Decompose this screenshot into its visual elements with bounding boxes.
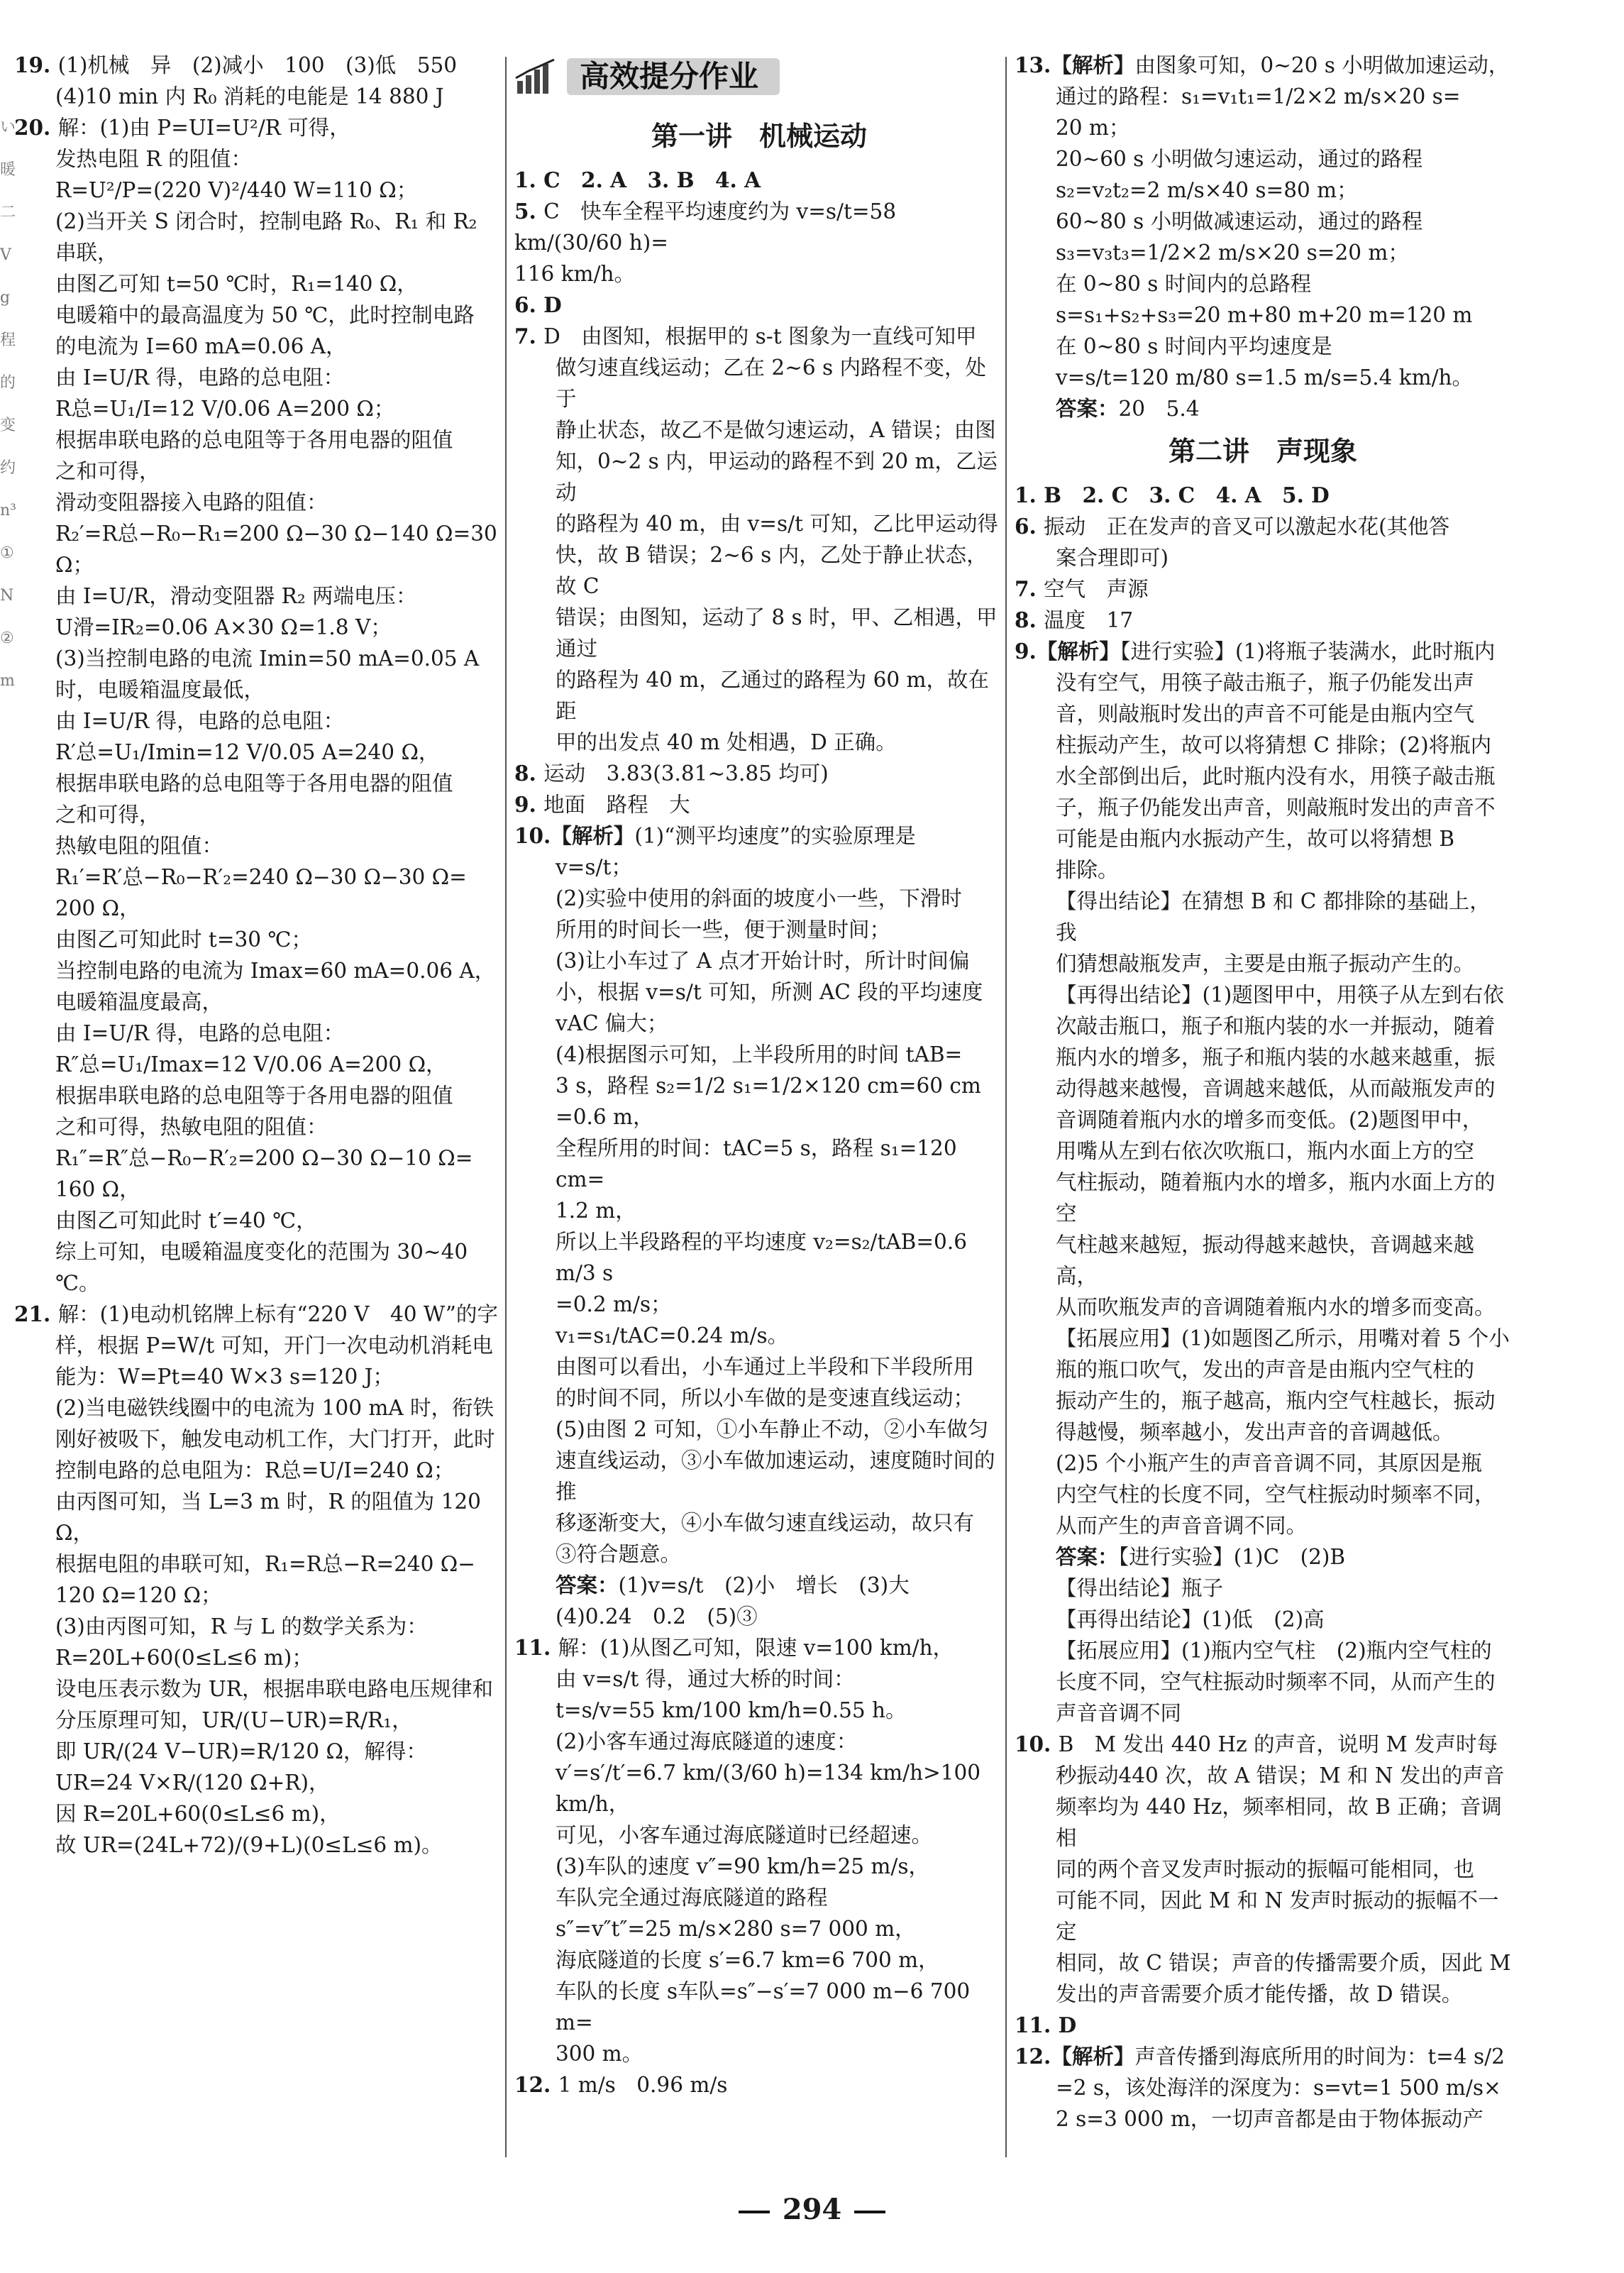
text-line: R″总=U₁/Imax=12 V/0.06 A=200 Ω， bbox=[55, 1052, 447, 1077]
text-line: 音调随着瓶内水的增多而变低。(2)题图甲中， bbox=[1056, 1108, 1484, 1132]
text-line: 的路程为 40 m，乙通过的路程为 60 m，故在距 bbox=[556, 668, 990, 723]
text-line: v=s/t=120 m/80 s=1.5 m/s=5.4 km/h。 bbox=[1056, 365, 1474, 390]
text-line: 300 m。 bbox=[556, 2042, 643, 2066]
edge-fragment: N bbox=[0, 587, 14, 605]
text-line: v=s/t； bbox=[556, 855, 632, 879]
text-line: 答案：【进行实验】(1)C (2)B bbox=[1056, 1544, 1346, 1569]
banner-title: 高效提分作业 bbox=[567, 58, 780, 95]
text-line: 车队完全通过海底隧道的路程 bbox=[556, 1886, 828, 1910]
text-line: 全程所用的时间：tAC=5 s，路程 s₁=120 cm= bbox=[556, 1136, 963, 1191]
edge-fragment: g bbox=[0, 289, 11, 307]
answer-column-3 bbox=[1015, 50, 1511, 2135]
lecture-title: 第二讲 声现象 bbox=[1168, 436, 1357, 467]
text-line: 瓶的瓶口吹气，发出的声音是由瓶内空气柱的 bbox=[1056, 1358, 1475, 1382]
text-line: 2 s=3 000 m，一切声音都是由于物体振动产 bbox=[1056, 2107, 1484, 2131]
text-line: (5)由图 2 可知，①小车静止不动，②小车做匀 bbox=[556, 1417, 989, 1441]
edge-fragment: ① bbox=[0, 544, 14, 562]
text-line: 滑动变阻器接入电路的阻值： bbox=[55, 490, 328, 514]
text-line: 的时间不同，所以小车做的是变速直线运动； bbox=[556, 1386, 975, 1410]
text-line: 1. C 2. A 3. B 4. A bbox=[514, 167, 761, 192]
text-line: 发热电阻 R 的阻值： bbox=[55, 147, 252, 171]
text-line: 10. B M 发出 440 Hz 的声音，说明 M 发声时每 bbox=[1015, 1732, 1498, 1756]
edge-fragment: m bbox=[0, 672, 15, 690]
text-line: 海底隧道的长度 s′=6.7 km=6 700 m， bbox=[556, 1948, 939, 1972]
text-line: 秒振动440 次，故 A 错误；M 和 N 发出的声音 bbox=[1056, 1763, 1505, 1788]
text-line: 20. 解：(1)由 P=UI=U²/R 可得， bbox=[14, 115, 350, 140]
text-line: 6. D bbox=[514, 292, 562, 317]
edge-fragment: ② bbox=[0, 629, 14, 647]
text-line: 11. D bbox=[1015, 2013, 1077, 2037]
text-line: 20 m； bbox=[1056, 116, 1130, 140]
text-line: 120 Ω=120 Ω； bbox=[55, 1583, 222, 1607]
text-line: 8. 运动 3.83(3.81~3.85 均可) bbox=[514, 761, 829, 786]
text-line: 7. D 由图知，根据甲的 s-t 图象为一直线可知甲 bbox=[514, 324, 977, 348]
edge-fragment: 变 bbox=[0, 417, 16, 434]
text-line: 移逐渐变大，④小车做匀速直线运动，故只有 bbox=[556, 1511, 975, 1535]
text-line: 刚好被吸下，触发电动机工作，大门打开，此时 bbox=[55, 1427, 495, 1451]
text-line: 热敏电阻的阻值： bbox=[55, 834, 223, 858]
text-line: 综上可知，电暖箱温度变化的范围为 30~40 ℃。 bbox=[55, 1240, 475, 1295]
text-line: 12. 1 m/s 0.96 m/s bbox=[514, 2072, 728, 2097]
text-line: 在 0~80 s 时间内平均速度是 bbox=[1056, 334, 1332, 358]
edge-fragment: 二 bbox=[0, 204, 16, 221]
text-line: 发出的声音需要介质才能传播，故 D 错误。 bbox=[1056, 1982, 1463, 2006]
text-line: =2 s，该处海洋的深度为：s=vt=1 500 m/s× bbox=[1056, 2076, 1501, 2100]
column-divider bbox=[1005, 57, 1007, 2157]
text-line: 的路程为 40 m，由 v=s/t 可知，乙比甲运动得 bbox=[556, 512, 998, 536]
text-line: (3)由丙图可知，R 与 L 的数学关系为： bbox=[55, 1614, 428, 1639]
text-line: 声音音调不同 bbox=[1056, 1701, 1182, 1725]
text-line: 由图可以看出，小车通过上半段和下半段所用 bbox=[556, 1355, 975, 1379]
text-line: 21. 解：(1)电动机铭牌上标有“220 V 40 W”的字 bbox=[14, 1301, 498, 1326]
text-line: 用嘴从左到右依次吹瓶口，瓶内水面上方的空 bbox=[1056, 1139, 1475, 1163]
text-line: 【再得出结论】(1)题图甲中，用筷子从左到右依 bbox=[1056, 983, 1504, 1007]
text-line: (2)实验中使用的斜面的坡度小一些，下滑时 bbox=[556, 886, 962, 910]
text-line: 错误；由图知，运动了 8 s 时，甲、乙相遇，甲通过 bbox=[556, 605, 998, 661]
text-line: 得越慢，频率越小，发出声音的音调越低。 bbox=[1056, 1420, 1454, 1444]
text-line: s₃=v₃t₃=1/2×2 m/s×20 s=20 m； bbox=[1056, 241, 1409, 265]
text-line: 1. B 2. C 3. C 4. A 5. D bbox=[1015, 483, 1330, 507]
text-line: 可能是由瓶内水振动产生，故可以将猜想 B bbox=[1056, 827, 1455, 851]
text-line: 水全部倒出后，此时瓶内没有水，用筷子敲击瓶 bbox=[1056, 764, 1496, 788]
text-line: 瓶内水的增多，瓶子和瓶内装的水越来越重，振 bbox=[1056, 1045, 1496, 1069]
text-line: 当控制电路的电流为 Imax=60 mA=0.06 A， bbox=[55, 959, 496, 983]
text-line: 小，根据 v=s/t 可知，所测 AC 段的平均速度 bbox=[556, 980, 983, 1004]
text-line: ③符合题意。 bbox=[556, 1542, 682, 1566]
edge-fragment: い bbox=[0, 119, 16, 136]
text-line: R₁′=R′总−R₀−R′₂=240 Ω−30 Ω−30 Ω= bbox=[55, 865, 467, 889]
text-line: 案合理即可) bbox=[1056, 546, 1169, 570]
text-line: 11. 解：(1)从图乙可知，限速 v=100 km/h， bbox=[514, 1635, 954, 1660]
text-line: 由图乙可知此时 t=30 ℃； bbox=[55, 928, 312, 952]
text-line: (4)10 min 内 R₀ 消耗的电能是 14 880 J bbox=[55, 84, 444, 109]
text-line: 甲的出发点 40 m 处相遇，D 正确。 bbox=[556, 730, 897, 754]
text-line: 20~60 s 小明做匀速运动，通过的路程 bbox=[1056, 147, 1423, 171]
edge-fragment: 暖 bbox=[0, 161, 16, 179]
text-line: 由 I=U/R 得，电路的总电阻： bbox=[55, 709, 345, 733]
answer-column-2 bbox=[514, 50, 1004, 2101]
text-line: 同的两个音叉发声时振动的振幅可能相同，也 bbox=[1056, 1857, 1475, 1881]
text-line: 分压原理可知，UR/(U−UR)=R/R₁， bbox=[55, 1708, 413, 1732]
text-line: 做匀速直线运动；乙在 2~6 s 内路程不变，处于 bbox=[556, 356, 987, 411]
text-line: 7. 空气 声源 bbox=[1015, 576, 1149, 601]
bar-chart-icon bbox=[514, 57, 557, 97]
text-line: 116 km/h。 bbox=[514, 262, 635, 286]
text-line: t=s/v=55 km/100 km/h=0.55 h。 bbox=[556, 1698, 907, 1722]
text-line: 根据串联电路的总电阻等于各用电器的阻值 bbox=[55, 771, 453, 796]
text-line: 音，则敲瓶时发出的声音不可能是由瓶内空气 bbox=[1056, 702, 1475, 726]
text-line: 160 Ω， bbox=[55, 1177, 140, 1201]
text-line: 3 s，路程 s₂=1/2 s₁=1/2×120 cm=60 cm bbox=[556, 1074, 981, 1098]
text-line: 12.【解析】声音传播到海底所用的时间为：t=4 s/2 bbox=[1015, 2044, 1505, 2069]
text-line: v′=s′/t′=6.7 km/(3/60 h)=134 km/h>100 km/h， bbox=[556, 1761, 988, 1816]
text-line: (3)车队的速度 v″=90 km/h=25 m/s， bbox=[556, 1854, 929, 1878]
text-line: 时，电暖箱温度最低， bbox=[55, 678, 265, 702]
text-line: 通过的路程：s₁=v₁t₁=1/2×2 m/s×20 s= bbox=[1056, 84, 1461, 109]
text-line: 8. 温度 17 bbox=[1015, 607, 1134, 632]
text-line: 串联， bbox=[55, 241, 118, 265]
text-line: R₁″=R″总−R₀−R′₂=200 Ω−30 Ω−10 Ω= bbox=[55, 1146, 473, 1170]
text-line: 可能不同，因此 M 和 N 发声时振动的振幅不一定 bbox=[1056, 1888, 1499, 1944]
text-line: 19. (1)机械 异 (2)减小 100 (3)低 550 bbox=[14, 53, 458, 77]
text-line: 之和可得，热敏电阻的阻值： bbox=[55, 1115, 328, 1139]
text-line: 没有空气，用筷子敲击瓶子，瓶子仍能发出声 bbox=[1056, 671, 1475, 695]
edge-fragment: 约 bbox=[0, 459, 16, 477]
text-line: (4)根据图示可知，上半段所用的时间 tAB= bbox=[556, 1042, 963, 1067]
lecture-title: 第一讲 机械运动 bbox=[651, 121, 867, 152]
text-line: 控制电路的总电阻为：R总=U/I=240 Ω； bbox=[55, 1458, 455, 1482]
text-line: (2)小客车通过海底隧道的速度： bbox=[556, 1729, 858, 1754]
text-line: 静止状态，故乙不是做匀速运动，A 错误；由图 bbox=[556, 418, 996, 442]
text-line: 60~80 s 小明做减速运动，通过的路程 bbox=[1056, 209, 1423, 233]
text-line: 根据串联电路的总电阻等于各用电器的阻值 bbox=[55, 428, 453, 452]
text-line: R′总=U₁/Imin=12 V/0.05 A=240 Ω， bbox=[55, 740, 440, 764]
edge-fragment: V bbox=[0, 246, 11, 264]
text-line: 相同，故 C 错误；声音的传播需要介质，因此 M bbox=[1056, 1951, 1511, 1975]
text-line: 内空气柱的长度不同，空气柱振动时频率不同， bbox=[1056, 1482, 1496, 1507]
edge-fragment: 的 bbox=[0, 374, 16, 392]
edge-fragment: n³ bbox=[0, 502, 16, 519]
text-line: (4)0.24 0.2 (5)③ bbox=[556, 1605, 758, 1629]
text-line: R=U²/P=(220 V)²/440 W=110 Ω； bbox=[55, 178, 418, 202]
text-line: 根据电阻的串联可知，R₁=R总−R=240 Ω− bbox=[55, 1552, 475, 1576]
text-line: 9.【解析】【进行实验】(1)将瓶子装满水，此时瓶内 bbox=[1015, 639, 1496, 664]
text-line: (2)当开关 S 闭合时，控制电路 R₀、R₁ 和 R₂ bbox=[55, 209, 477, 233]
text-line: vAC 偏大； bbox=[556, 1011, 668, 1035]
text-line: 200 Ω， bbox=[55, 896, 140, 920]
text-line: 从而吹瓶发声的音调随着瓶内水的增多而变高。 bbox=[1056, 1295, 1496, 1319]
text-line: 可见，小客车通过海底隧道时已经超速。 bbox=[556, 1823, 933, 1847]
text-line: 即 UR/(24 V−UR)=R/120 Ω，解得：UR=24 V×R/(120 Ω+R)， bbox=[55, 1739, 427, 1795]
text-line: 由 I=U/R 得，电路的总电阻： bbox=[55, 365, 345, 390]
text-line: 能为：W=Pt=40 W×3 s=120 J； bbox=[55, 1365, 394, 1389]
text-line: 速直线运动，③小车做加速运动，速度随时间的推 bbox=[556, 1448, 995, 1504]
text-line: v₁=s₁/tAC=0.24 m/s。 bbox=[556, 1323, 789, 1348]
text-line: 柱振动产生，故可以将猜想 C 排除；(2)将瓶内 bbox=[1056, 733, 1492, 757]
text-line: 电暖箱中的最高温度为 50 ℃，此时控制电路 bbox=[55, 303, 475, 327]
page-number: 294 bbox=[0, 2193, 1624, 2226]
text-line: 排除。 bbox=[1056, 858, 1119, 882]
text-line: 因 R=20L+60(0≤L≤6 m)， bbox=[55, 1802, 341, 1826]
text-line: 答案：20 5.4 bbox=[1056, 396, 1200, 421]
text-line: U滑=IR₂=0.06 A×30 Ω=1.8 V； bbox=[55, 615, 392, 639]
text-line: (2)5 个小瓶产生的声音音调不同，其原因是瓶 bbox=[1056, 1451, 1482, 1475]
text-line: 1.2 m， bbox=[556, 1199, 636, 1223]
text-line: (3)当控制电路的电流 Imin=50 mA=0.05 A bbox=[55, 646, 480, 671]
text-line: 快，故 B 错误；2~6 s 内，乙处于静止状态，故 C bbox=[556, 543, 988, 598]
text-line: 答案：(1)v=s/t (2)小 增长 (3)大 bbox=[556, 1573, 910, 1597]
text-line: R总=U₁/I=12 V/0.06 A=200 Ω； bbox=[55, 397, 395, 421]
text-line: R=20L+60(0≤L≤6 m)； bbox=[55, 1646, 313, 1670]
left-edge-fragments bbox=[0, 106, 16, 703]
edge-fragment: 程 bbox=[0, 331, 16, 349]
section-banner bbox=[514, 50, 1004, 104]
text-line: 气柱振动，随着瓶内水的增多，瓶内水面上方的空 bbox=[1056, 1170, 1496, 1226]
text-line: 6. 振动 正在发声的音叉可以激起水花(其他答 bbox=[1015, 514, 1450, 539]
text-line: s₂=v₂t₂=2 m/s×40 s=80 m； bbox=[1056, 178, 1358, 202]
text-line: 由图乙可知此时 t′=40 ℃， bbox=[55, 1209, 317, 1233]
text-line: 次敲击瓶口，瓶子和瓶内装的水一并振动，随着 bbox=[1056, 1014, 1496, 1038]
text-line: 气柱越来越短，振动得越来越快，音调越来越高， bbox=[1056, 1233, 1475, 1288]
column-divider bbox=[505, 57, 507, 2157]
text-line: 振动产生的，瓶子越高，瓶内空气柱越长，振动 bbox=[1056, 1389, 1496, 1413]
text-line: 由 v=s/t 得，通过大桥的时间： bbox=[556, 1667, 855, 1691]
text-line: 【拓展应用】(1)如题图乙所示，用嘴对着 5 个小 bbox=[1056, 1326, 1510, 1350]
text-line: s″=v″t″=25 m/s×280 s=7 000 m， bbox=[556, 1917, 916, 1941]
text-line: 样，根据 P=W/t 可知，开门一次电动机消耗电 bbox=[55, 1333, 493, 1358]
text-line: 【再得出结论】(1)低 (2)高 bbox=[1056, 1607, 1325, 1631]
text-line: =0.2 m/s； bbox=[556, 1292, 672, 1316]
text-line: 由图乙可知 t=50 ℃时，R₁=140 Ω， bbox=[55, 272, 418, 296]
text-line: 之和可得， bbox=[55, 803, 160, 827]
text-line: 【得出结论】瓶子 bbox=[1056, 1576, 1224, 1600]
text-line: 由丙图可知，当 L=3 m 时，R 的阻值为 120 Ω， bbox=[55, 1490, 488, 1545]
text-line: 【拓展应用】(1)瓶内空气柱 (2)瓶内空气柱的 bbox=[1056, 1639, 1492, 1663]
text-line: 子，瓶子仍能发出声音，则敲瓶时发出的声音不 bbox=[1056, 796, 1496, 820]
text-line: =0.6 m， bbox=[556, 1105, 654, 1129]
text-line: 由 I=U/R 得，电路的总电阻： bbox=[55, 1021, 345, 1045]
text-line: 由 I=U/R，滑动变阻器 R₂ 两端电压： bbox=[55, 584, 417, 608]
text-line: 知，0~2 s 内，甲运动的路程不到 20 m，乙运动 bbox=[556, 449, 998, 505]
text-line: 根据串联电路的总电阻等于各用电器的阻值 bbox=[55, 1084, 453, 1108]
text-line: (2)当电磁铁线圈中的电流为 100 mA 时，衔铁 bbox=[55, 1396, 495, 1420]
text-line: 13.【解析】由图象可知，0~20 s 小明做加速运动， bbox=[1015, 53, 1510, 77]
text-line: 所以上半段路程的平均速度 v₂=s₂/tAB=0.6 m/3 s bbox=[556, 1230, 974, 1285]
text-line: 之和可得， bbox=[55, 459, 160, 483]
text-line: 故 UR=(24L+72)/(9+L)(0≤L≤6 m)。 bbox=[55, 1833, 443, 1857]
text-line: (3)让小车过了 A 点才开始计时，所计时间偏 bbox=[556, 949, 970, 973]
text-line: 5. C 快车全程平均速度约为 v=s/t=58 km/(30/60 h)= bbox=[514, 199, 903, 255]
text-line: 频率均为 440 Hz，频率相同，故 B 正确；音调相 bbox=[1056, 1795, 1502, 1850]
text-line: 动得越来越慢，音调越来越低，从而敲瓶发声的 bbox=[1056, 1077, 1496, 1101]
text-line: 从而产生的声音音调不同。 bbox=[1056, 1514, 1308, 1538]
text-line: 9. 地面 路程 大 bbox=[514, 792, 690, 817]
answer-column-1 bbox=[14, 50, 504, 1861]
text-line: 所用的时间长一些，便于测量时间； bbox=[556, 918, 891, 942]
text-line: R₂′=R总−R₀−R₁=200 Ω−30 Ω−140 Ω=30 Ω； bbox=[55, 522, 504, 577]
text-line: 在 0~80 s 时间内的总路程 bbox=[1056, 272, 1312, 296]
text-line: 【得出结论】在猜想 B 和 C 都排除的基础上，我 bbox=[1056, 889, 1491, 945]
text-line: 们猜想敲瓶发声，主要是由瓶子振动产生的。 bbox=[1056, 952, 1475, 976]
text-line: 车队的长度 s车队=s″−s′=7 000 m−6 700 m= bbox=[556, 1979, 977, 2035]
text-line: s=s₁+s₂+s₃=20 m+80 m+20 m=120 m bbox=[1056, 303, 1473, 327]
text-line: 设电压表示数为 UR，根据串联电路电压规律和 bbox=[55, 1677, 493, 1701]
text-line: 10.【解析】(1)“测平均速度”的实验原理是 bbox=[514, 823, 916, 848]
text-line: 的电流为 I=60 mA=0.06 A， bbox=[55, 334, 347, 358]
text-line: 电暖箱温度最高， bbox=[55, 990, 223, 1014]
text-line: 长度不同，空气柱振动时频率不同，从而产生的 bbox=[1056, 1670, 1496, 1694]
